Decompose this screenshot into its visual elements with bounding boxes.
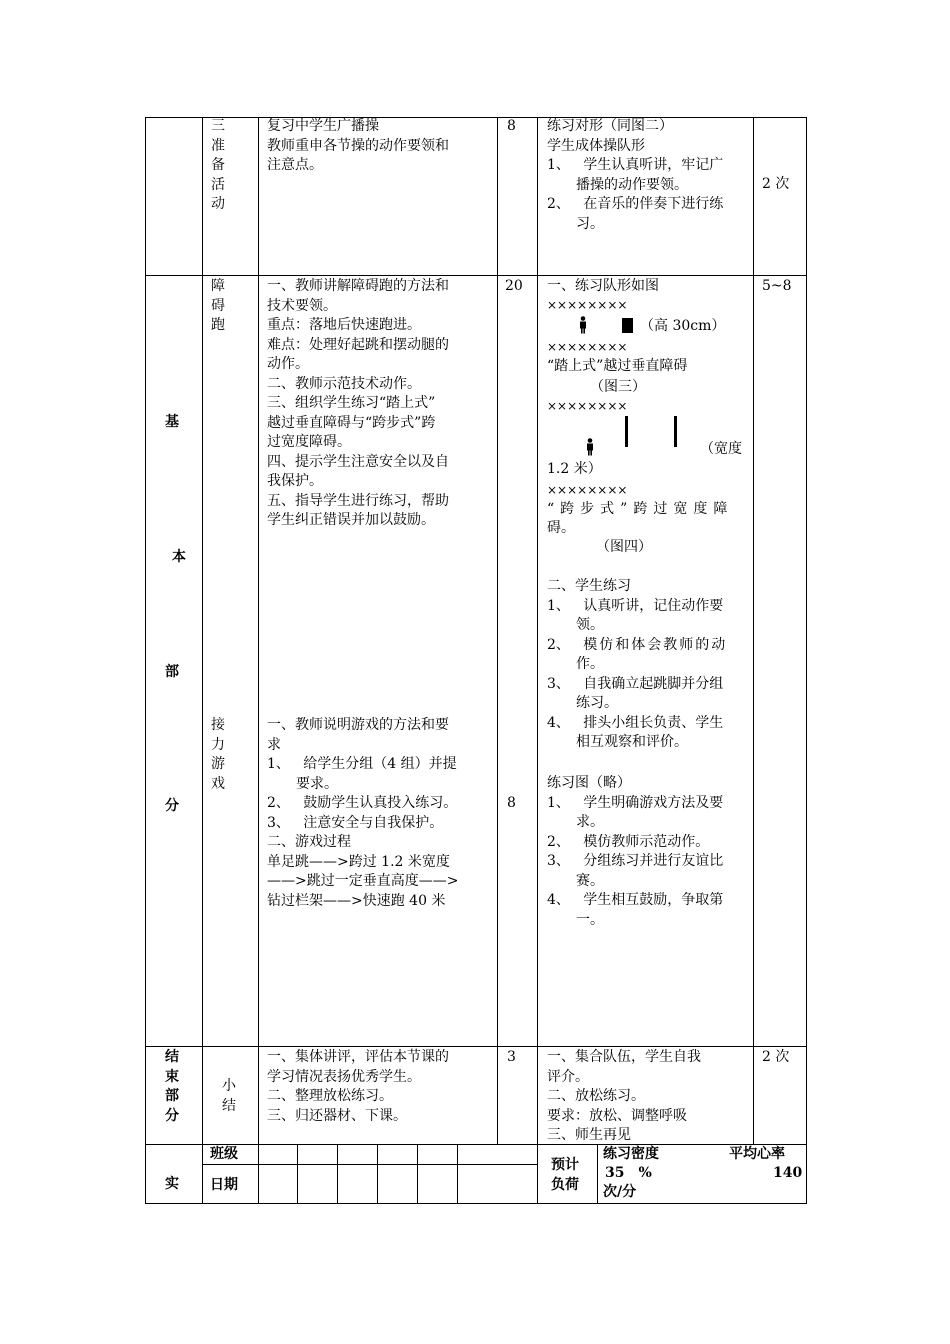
hurdle-time: 20 (505, 278, 523, 294)
width-obstacle-left-icon (625, 416, 628, 447)
date-label: 日期 (210, 1177, 238, 1193)
density-value: 35 % (605, 1165, 652, 1181)
footer-section-label: 实 (165, 1176, 179, 1192)
warmup-label: 三 准 备 活 动 (211, 118, 225, 212)
hurdle-label: 障 碍 跑 (211, 278, 225, 333)
hurdle-org-title: 一、练习队形如图 (547, 278, 659, 294)
ending-sub-label: 小 结 (222, 1078, 236, 1114)
hr-value: 140 (773, 1165, 803, 1181)
person-icon-2 (585, 438, 595, 456)
basic-label-1: 基 (165, 414, 179, 430)
fig4-caption-2: 碍。 (547, 520, 575, 536)
warmup-time: 8 (507, 118, 516, 134)
footer-col-a (297, 1144, 298, 1204)
col-divider-2 (258, 117, 259, 1204)
col-divider-5 (753, 117, 754, 1145)
footer-col-b (337, 1144, 338, 1204)
col-divider-3 (497, 117, 498, 1145)
col-divider-1 (202, 117, 203, 1204)
width-note: （宽度 (700, 441, 742, 457)
formation-crosses-4: ×××××××× (547, 483, 628, 497)
footer-col-f (597, 1144, 598, 1204)
relay-time: 8 (507, 795, 516, 811)
ending-content: 一、集体讲评，评估本节课的 学习情况表扬优秀学生。 二、整理放松练习。 三、归还器材、下课。 (267, 1049, 449, 1124)
ending-section-label: 结 束 部 分 (165, 1049, 179, 1124)
footer-col-c (377, 1144, 378, 1204)
formation-crosses-2: ×××××××× (547, 340, 628, 354)
load-label: 预计 负荷 (551, 1157, 579, 1193)
width-obstacle-right-icon (674, 416, 677, 447)
fig4-label: （图四） (596, 539, 652, 555)
hr-unit: 次/分 (603, 1184, 637, 1200)
hr-label: 平均心率 (729, 1146, 785, 1162)
warmup-organization: 练习对形（同图二） 学生成体操队形 1、 学生认真听讲，牢记广 播操的动作要领。 2、 在音乐的伴奏下进行练 习。 (547, 118, 724, 232)
warmup-content: 复习中学生广播操 教师重申各节操的动作要领和 注意点。 (267, 118, 449, 173)
class-label: 班级 (210, 1146, 238, 1162)
relay-organization: 练习图（略） 1、 学生明确游戏方法及要 求。 2、 模仿教师示范动作。 3、 分组练习并进行友谊比 赛。 4、 学生相互鼓励，争取第 一。 (547, 775, 724, 928)
border-right (806, 117, 807, 1204)
col-divider-4 (537, 117, 538, 1204)
fig3-caption: “踏上式”越过垂直障碍 (547, 358, 688, 374)
ending-organization: 一、集合队伍，学生自我 评介。 二、放松练习。 要求：放松、调整呼吸 三、师生再见 (547, 1049, 701, 1143)
basic-label-3: 部 (165, 664, 179, 680)
basic-label-4: 分 (165, 798, 179, 814)
hurdle-count: 5~8 (762, 278, 792, 294)
vertical-obstacle-icon (622, 318, 633, 333)
density-label: 练习密度 (603, 1146, 659, 1162)
border-left (145, 117, 146, 1204)
footer-col-e (457, 1144, 458, 1204)
basic-label-2: 本 (172, 549, 186, 565)
row-divider-1 (145, 275, 806, 276)
formation-crosses-1: ×××××××× (547, 298, 628, 312)
warmup-count: 2 次 (762, 176, 790, 192)
row-divider-3 (145, 1144, 806, 1145)
border-bottom (145, 1203, 806, 1204)
footer-mid-line (202, 1164, 537, 1165)
ending-count: 2 次 (762, 1049, 790, 1065)
height-note: （高 30cm） (640, 318, 726, 334)
footer-col-d (417, 1144, 418, 1204)
relay-label: 接 力 游 戏 (211, 717, 225, 792)
hurdle-content: 一、教师讲解障碍跑的方法和 技术要领。 重点：落地后快速跑进。 难点：处理好起跳和摆动腿的 动作。 二、教师示范技术动作。 三、组织学生练习“踏上式” 越过垂直障碍与“跨步式”跨 过宽度障碍。 四、提示学生注意安全以及自 我保护。 五、指导学生进行练习，帮助 学生纠正错误并加以鼓励。 (267, 278, 449, 528)
row-divider-2 (145, 1046, 806, 1047)
formation-crosses-3: ×××××××× (547, 399, 628, 413)
relay-content: 一、教师说明游戏的方法和要 求 1、 给学生分组（4 组）并提 要求。 2、 鼓励学生认真投入练习。 3、 注意安全与自我保护。 二、游戏过程 单足跳——>跨过 1.2 米宽度 ——>跳过一定垂直高度——> 钻过栏架——>快速跑 40 米 (267, 717, 459, 909)
width-note-2: 1.2 米） (547, 461, 602, 477)
fig4-caption: “跨步式”跨过宽度障 (547, 501, 734, 517)
hurdle-practice: 二、学生练习 1、 认真听讲，记住动作要 领。 2、 模仿和体会教师的动 作。 3、 自我确立起跳脚并分组 练习。 4、 排头小组长负责、学生 相互观察和评价。 (547, 578, 728, 750)
fig3-label: （图三） (590, 379, 646, 395)
person-icon (578, 316, 588, 334)
ending-time: 3 (507, 1049, 516, 1065)
